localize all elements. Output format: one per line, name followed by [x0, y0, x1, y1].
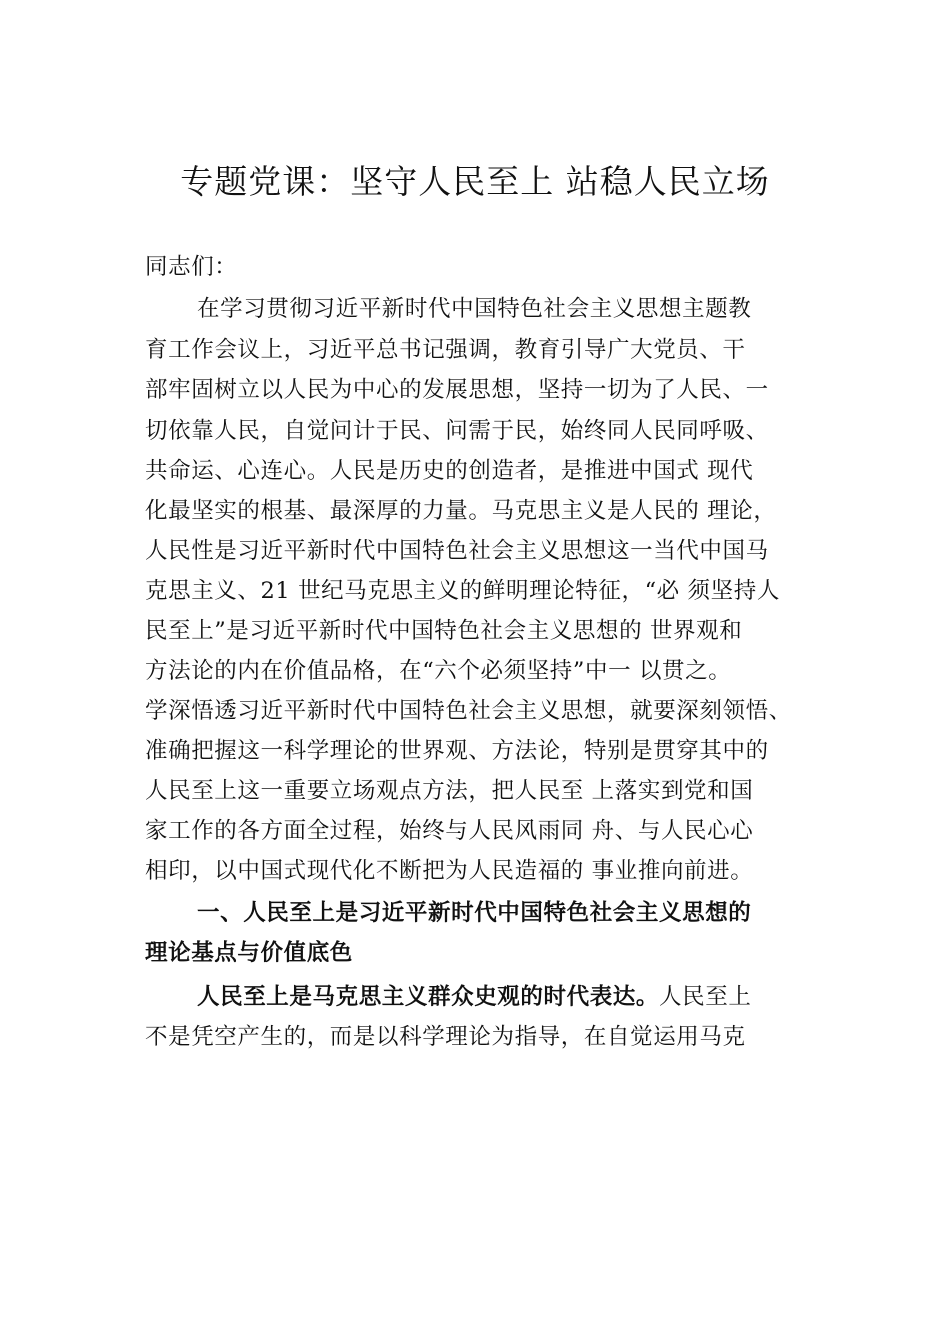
body-line: 育工作会议上，习近平总书记强调，教育引导广大党员、干 — [145, 337, 746, 363]
body-line: 准确把握这一科学理论的世界观、方法论，特别是贯穿其中的 — [145, 738, 769, 764]
section-heading-continued: 理论基点与价值底色 — [145, 940, 353, 966]
document-title: 专题党课：坚守人民至上 站稳人民立场 — [180, 162, 770, 201]
body-line: 切依靠人民，自觉问计于民、问需于民，始终同人民同呼吸、 — [145, 418, 769, 444]
body-line: 不是凭空产生的，而是以科学理论为指导，在自觉运用马克 — [145, 1024, 746, 1050]
body-line: 学深悟透习近平新时代中国特色社会主义思想，就要深刻领悟、 — [145, 698, 792, 724]
subsection-paragraph — [197, 977, 751, 1017]
body-line: 人民至上这一重要立场观点方法，把人民至 上落实到党和国 — [145, 778, 754, 804]
section-heading: 一、人民至上是习近平新时代中国特色社会主义思想的 — [197, 900, 752, 926]
body-line: 部牢固树立以人民为中心的发展思想，坚持一切为了人民、一 — [145, 377, 769, 403]
body-line: 家工作的各方面全过程，始终与人民风雨同 舟、与人民心心 — [145, 818, 754, 844]
body-line: 化最坚实的根基、最深厚的力量。马克思主义是人民的 理论， — [145, 498, 777, 524]
subsection-lead: 人民至上是马克思主义群众史观的时代表达。 — [197, 984, 660, 1010]
salutation: 同志们： — [145, 254, 238, 280]
body-line: 民至上”是习近平新时代中国特色社会主义思想的 世界观和 — [145, 618, 743, 644]
body-line: 在学习贯彻习近平新时代中国特色社会主义思想主题教 — [197, 296, 752, 322]
body-line: 方法论的内在价值品格，在“六个必须坚持”中一 以贯之。 — [145, 658, 732, 684]
body-line: 相印，以中国式现代化不断把为人民造福的 事业推向前进。 — [145, 858, 754, 884]
subsection-text: 人民至上 — [659, 984, 752, 1010]
body-line: 克思主义、21 世纪马克思主义的鲜明理论特征，“必 须坚持人 — [145, 578, 780, 604]
body-line: 人民性是习近平新时代中国特色社会主义思想这一当代中国马 — [145, 538, 769, 564]
body-line: 共命运、心连心。人民是历史的创造者，是推进中国式 现代 — [145, 458, 754, 484]
